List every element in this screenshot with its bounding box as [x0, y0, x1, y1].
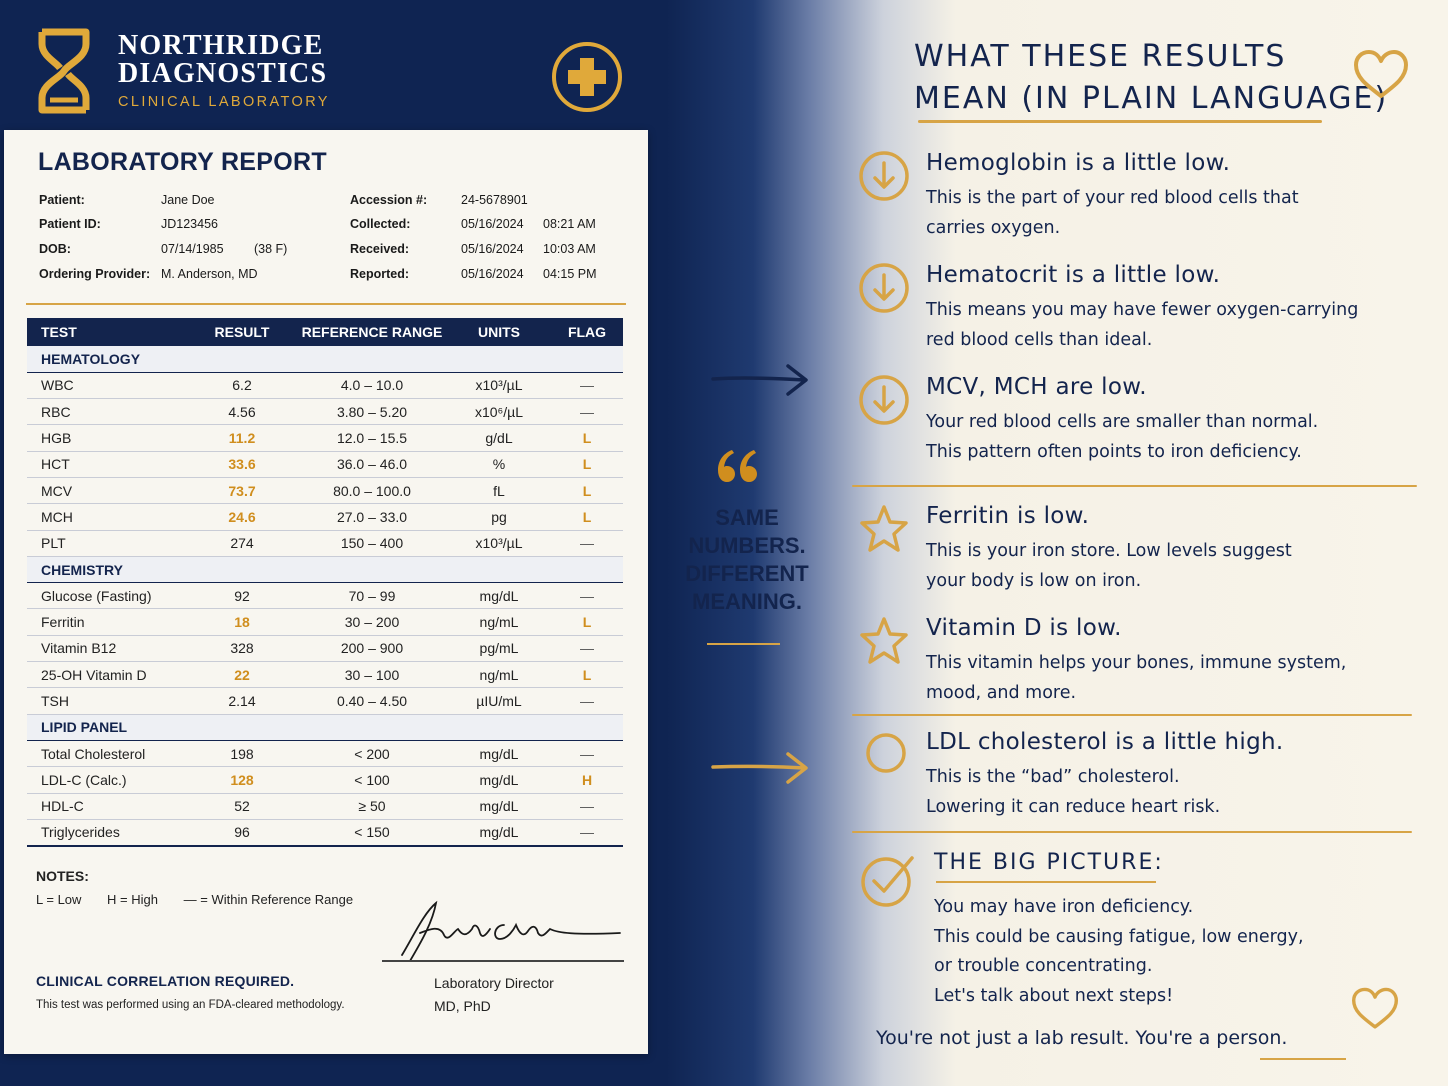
- test-name: WBC: [27, 372, 187, 398]
- signature-line: [382, 960, 624, 962]
- collected-date: 05/16/2024: [461, 217, 524, 231]
- test-result: 198: [187, 740, 297, 766]
- test-flag: —: [551, 740, 623, 766]
- big-picture-line: You may have iron deficiency.: [934, 897, 1194, 917]
- test-flag: —: [551, 819, 623, 845]
- col-test: TEST: [27, 318, 187, 346]
- explain-item-line: This means you may have fewer oxygen-carrying: [926, 300, 1359, 320]
- explain-item-body: [926, 537, 1446, 596]
- explain-title-line-1: WHAT THESE RESULTS: [914, 39, 1287, 74]
- center-line-4: MEANING.: [692, 589, 802, 614]
- test-units: x10⁶/µL: [447, 399, 551, 425]
- section-row: [27, 346, 623, 372]
- test-result: 22: [187, 662, 297, 688]
- down-arrow-circle-icon: [858, 374, 910, 426]
- test-flag: L: [551, 425, 623, 451]
- table-row: [27, 767, 623, 793]
- results-body: [27, 346, 623, 846]
- table-row: [27, 425, 623, 451]
- test-flag: —: [551, 688, 623, 714]
- notes-title: NOTES:: [36, 868, 89, 884]
- test-flag: L: [551, 662, 623, 688]
- flag-legend: [36, 892, 375, 907]
- reference-range: 0.40 – 4.50: [297, 688, 447, 714]
- col-units: UNITS: [447, 318, 551, 346]
- received-date: 05/16/2024: [461, 242, 524, 256]
- table-row: [27, 477, 623, 503]
- accession-number: 24-5678901: [461, 193, 528, 207]
- test-name: Total Cholesterol: [27, 740, 187, 766]
- reference-range: 80.0 – 100.0: [297, 477, 447, 503]
- arrow-right-navy-icon: [710, 360, 810, 400]
- test-units: ng/mL: [447, 662, 551, 688]
- test-name: HDL-C: [27, 793, 187, 819]
- test-units: µIU/mL: [447, 688, 551, 714]
- test-units: mg/dL: [447, 819, 551, 845]
- reference-range: 150 – 400: [297, 530, 447, 556]
- test-name: MCH: [27, 504, 187, 530]
- test-units: x10³/µL: [447, 530, 551, 556]
- reference-range: 30 – 100: [297, 662, 447, 688]
- explain-title-line-2: MEAN (IN PLAIN LANGUAGE): [914, 81, 1389, 116]
- test-flag: —: [551, 583, 623, 609]
- explain-item-body: [926, 184, 1446, 243]
- explain-item-line: This is the “bad” cholesterol.: [926, 767, 1180, 787]
- test-units: mg/dL: [447, 740, 551, 766]
- received-label: Received:: [350, 242, 410, 256]
- test-result: 96: [187, 819, 297, 845]
- test-name: Vitamin B12: [27, 635, 187, 661]
- signature-degree: MD, PhD: [434, 998, 491, 1014]
- test-units: pg/mL: [447, 635, 551, 661]
- big-picture-body: [934, 893, 1304, 1011]
- section-name: HEMATOLOGY: [27, 346, 623, 372]
- reference-range: 200 – 900: [297, 635, 447, 661]
- director-signature: [374, 895, 624, 965]
- test-units: pg: [447, 504, 551, 530]
- test-units: %: [447, 451, 551, 477]
- test-units: g/dL: [447, 425, 551, 451]
- heart-icon: [1350, 986, 1400, 1032]
- explain-title: [914, 36, 1388, 120]
- accession-label: Accession #:: [350, 193, 428, 207]
- reported-date: 05/16/2024: [461, 267, 524, 281]
- patient-id: JD123456: [161, 217, 218, 231]
- provider-label: Ordering Provider:: [39, 267, 151, 281]
- reference-range: 27.0 – 33.0: [297, 504, 447, 530]
- explain-item-head: Hemoglobin is a little low.: [926, 150, 1231, 176]
- test-flag: L: [551, 451, 623, 477]
- section-divider: [852, 714, 1412, 716]
- collected-time: 08:21 AM: [543, 217, 596, 231]
- test-flag: H: [551, 767, 623, 793]
- test-result: 11.2: [187, 425, 297, 451]
- test-result: 274: [187, 530, 297, 556]
- legend-high: H = High: [107, 892, 158, 907]
- center-line-1: SAME: [715, 505, 779, 530]
- patient-name: Jane Doe: [161, 193, 215, 207]
- explain-item-head: Ferritin is low.: [926, 503, 1090, 529]
- signature-title: Laboratory Director: [434, 975, 554, 991]
- explain-item-line: Your red blood cells are smaller than normal.: [926, 412, 1319, 432]
- test-name: Glucose (Fasting): [27, 583, 187, 609]
- table-row: [27, 688, 623, 714]
- test-result: 24.6: [187, 504, 297, 530]
- big-picture-line: Let's talk about next steps!: [934, 985, 1174, 1006]
- explain-item-body: [926, 296, 1446, 355]
- test-result: 328: [187, 635, 297, 661]
- test-name: MCV: [27, 477, 187, 503]
- explain-item-line: red blood cells than ideal.: [926, 329, 1153, 350]
- section-row: [27, 714, 623, 740]
- test-result: 18: [187, 609, 297, 635]
- explain-item-line: This is your iron store. Low levels suggest: [926, 541, 1292, 561]
- reference-range: 36.0 – 46.0: [297, 451, 447, 477]
- table-row: [27, 399, 623, 425]
- reference-range: 3.80 – 5.20: [297, 399, 447, 425]
- table-row: [27, 609, 623, 635]
- big-picture-heading: THE BIG PICTURE:: [934, 850, 1164, 875]
- section-divider: [852, 831, 1412, 833]
- patient-info: [4, 130, 648, 290]
- fda-note: This test was performed using an FDA-cleared methodology.: [36, 999, 345, 1011]
- header-divider: [26, 303, 626, 305]
- dob-value: 07/14/1985: [161, 242, 224, 256]
- explain-item-line: This pattern often points to iron deficiency.: [926, 441, 1302, 462]
- big-picture-line: This could be causing fatigue, low energy,: [934, 926, 1304, 947]
- test-units: fL: [447, 477, 551, 503]
- reference-range: 70 – 99: [297, 583, 447, 609]
- test-result: 33.6: [187, 451, 297, 477]
- table-row: [27, 819, 623, 845]
- down-arrow-circle-icon: [858, 150, 910, 202]
- table-row: [27, 504, 623, 530]
- section-divider: [852, 485, 1417, 487]
- test-name: TSH: [27, 688, 187, 714]
- explain-item-body: [926, 408, 1446, 467]
- explain-item-head: Hematocrit is a little low.: [926, 262, 1221, 288]
- results-table: [27, 318, 623, 847]
- big-picture-line: or trouble concentrating.: [934, 956, 1153, 976]
- test-name: HCT: [27, 451, 187, 477]
- dob-label: DOB:: [39, 242, 71, 256]
- table-row: [27, 372, 623, 398]
- legend-within: — = Within Reference Range: [183, 892, 354, 907]
- test-name: RBC: [27, 399, 187, 425]
- reference-range: 30 – 200: [297, 609, 447, 635]
- explain-item-line: Lowering it can reduce heart risk.: [926, 796, 1221, 817]
- test-flag: —: [551, 399, 623, 425]
- explain-item-line: This vitamin helps your bones, immune system,: [926, 653, 1347, 673]
- hourglass-logo-icon: [38, 26, 90, 116]
- test-flag: —: [551, 530, 623, 556]
- table-row: [27, 530, 623, 556]
- lab-report-card: [4, 130, 648, 1054]
- center-divider: [707, 643, 780, 645]
- collected-label: Collected:: [350, 217, 411, 231]
- explain-item-body: [926, 649, 1446, 708]
- lab-brand: [38, 26, 330, 116]
- test-flag: —: [551, 372, 623, 398]
- clinical-correlation-note: CLINICAL CORRELATION REQUIRED.: [36, 973, 295, 989]
- reported-time: 04:15 PM: [543, 267, 597, 281]
- test-units: ng/mL: [447, 609, 551, 635]
- test-result: 4.56: [187, 399, 297, 425]
- big-picture-underline: [936, 881, 1156, 883]
- test-result: 73.7: [187, 477, 297, 503]
- table-row: [27, 451, 623, 477]
- explain-item-line: mood, and more.: [926, 682, 1077, 703]
- explain-item-line: your body is low on iron.: [926, 570, 1142, 591]
- center-line-3: DIFFERENT: [685, 561, 809, 586]
- table-header-row: [27, 318, 623, 346]
- section-name: LIPID PANEL: [27, 714, 623, 740]
- test-name: HGB: [27, 425, 187, 451]
- test-units: mg/dL: [447, 793, 551, 819]
- col-result: RESULT: [187, 318, 297, 346]
- test-units: x10³/µL: [447, 372, 551, 398]
- test-flag: —: [551, 635, 623, 661]
- reference-range: < 100: [297, 767, 447, 793]
- table-row: [27, 662, 623, 688]
- explain-item-head: MCV, MCH are low.: [926, 374, 1147, 400]
- brand-name-line-1: NORTHRIDGE: [118, 30, 324, 61]
- test-units: mg/dL: [447, 583, 551, 609]
- table-row: [27, 793, 623, 819]
- reference-range: ≥ 50: [297, 793, 447, 819]
- explain-item-body: [926, 763, 1446, 822]
- closing-message: You're not just a lab result. You're a person.: [876, 1027, 1288, 1049]
- medical-cross-icon: [550, 40, 624, 114]
- col-range: REFERENCE RANGE: [297, 318, 447, 346]
- section-name: CHEMISTRY: [27, 556, 623, 582]
- test-name: 25-OH Vitamin D: [27, 662, 187, 688]
- legend-low: L = Low: [36, 892, 82, 907]
- reference-range: < 200: [297, 740, 447, 766]
- table-row: [27, 583, 623, 609]
- brand-name-line-2: DIAGNOSTICS: [118, 58, 328, 89]
- quote-icon: [716, 448, 758, 484]
- test-name: PLT: [27, 530, 187, 556]
- table-row: [27, 740, 623, 766]
- heart-icon: [1352, 48, 1410, 102]
- down-arrow-circle-icon: [858, 262, 910, 314]
- reference-range: < 150: [297, 819, 447, 845]
- test-flag: L: [551, 609, 623, 635]
- age-sex: (38 F): [254, 242, 288, 256]
- test-result: 92: [187, 583, 297, 609]
- explain-item-head: LDL cholesterol is a little high.: [926, 729, 1284, 755]
- checkmark-circle-icon: [858, 852, 918, 908]
- center-line-2: NUMBERS.: [688, 533, 806, 558]
- test-name: LDL-C (Calc.): [27, 767, 187, 793]
- star-icon: [858, 503, 910, 555]
- explain-item-line: carries oxygen.: [926, 217, 1061, 238]
- explain-item-head: Vitamin D is low.: [926, 615, 1122, 641]
- section-row: [27, 556, 623, 582]
- circle-icon: [858, 729, 910, 781]
- star-icon: [858, 615, 910, 667]
- reference-range: 4.0 – 10.0: [297, 372, 447, 398]
- provider-name: M. Anderson, MD: [161, 267, 258, 281]
- explain-title-underline: [918, 120, 1322, 123]
- test-name: Ferritin: [27, 609, 187, 635]
- patient-label: Patient:: [39, 193, 85, 207]
- test-flag: L: [551, 477, 623, 503]
- closing-underline: [1260, 1058, 1346, 1060]
- test-result: 128: [187, 767, 297, 793]
- patient-id-label: Patient ID:: [39, 217, 101, 231]
- reported-label: Reported:: [350, 267, 410, 281]
- center-message: [672, 504, 822, 616]
- received-time: 10:03 AM: [543, 242, 596, 256]
- test-units: mg/dL: [447, 767, 551, 793]
- col-flag: FLAG: [551, 318, 623, 346]
- report-title: LABORATORY REPORT: [38, 148, 327, 176]
- test-result: 2.14: [187, 688, 297, 714]
- brand-subtitle: CLINICAL LABORATORY: [118, 94, 330, 110]
- test-flag: L: [551, 504, 623, 530]
- test-result: 52: [187, 793, 297, 819]
- table-row: [27, 635, 623, 661]
- arrow-right-gold-icon: [710, 748, 810, 788]
- test-flag: —: [551, 793, 623, 819]
- test-result: 6.2: [187, 372, 297, 398]
- reference-range: 12.0 – 15.5: [297, 425, 447, 451]
- explain-item-line: This is the part of your red blood cells that: [926, 188, 1299, 208]
- test-name: Triglycerides: [27, 819, 187, 845]
